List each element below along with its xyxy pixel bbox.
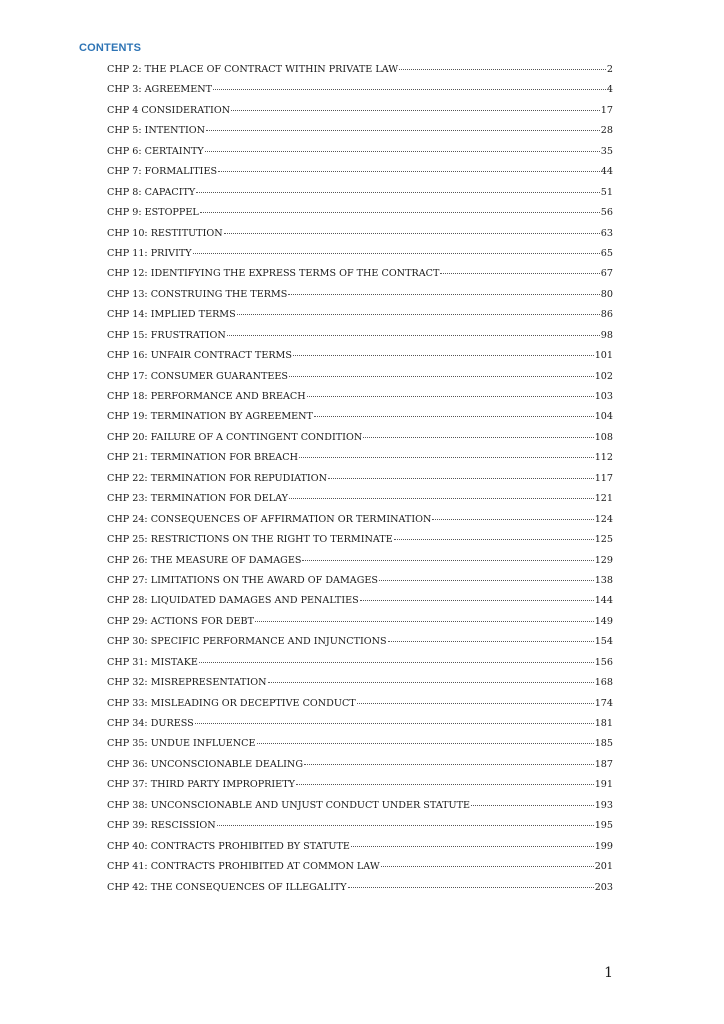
toc-entry-title: CHP 8: CAPACITY xyxy=(107,186,196,198)
toc-entry-page: 117 xyxy=(594,472,613,484)
toc-entry-page: 103 xyxy=(594,391,613,402)
toc-entry-title: CHP 16: UNFAIR CONTRACT TERMS xyxy=(107,350,292,362)
toc-entry[interactable] xyxy=(107,142,613,162)
toc-entry-page: 144 xyxy=(594,595,613,607)
dot-leader xyxy=(195,723,594,724)
toc-entry-title: CHP 24: CONSEQUENCES OF AFFIRMATION OR TERMINATION xyxy=(107,513,432,525)
toc-entry-page: 187 xyxy=(594,758,613,770)
toc-entry[interactable] xyxy=(107,510,613,530)
toc-entry-page: 195 xyxy=(594,820,613,832)
toc-entry-title: CHP 3: AGREEMENT xyxy=(107,84,213,96)
toc-entry-title: CHP 19: TERMINATION BY AGREEMENT xyxy=(107,411,313,423)
dot-leader xyxy=(213,89,606,90)
dot-leader xyxy=(304,764,594,765)
toc-entry[interactable] xyxy=(107,60,613,80)
toc-entry[interactable] xyxy=(107,837,613,857)
toc-entry-title: CHP 4 CONSIDERATION xyxy=(107,104,231,116)
toc-entry-page: 28 xyxy=(600,125,613,137)
toc-entry[interactable] xyxy=(107,530,613,550)
toc-entry-page: 17 xyxy=(600,104,613,116)
toc-entry-title: CHP 42: THE CONSEQUENCES OF ILLEGALITY xyxy=(107,881,347,893)
toc-entry-page: 80 xyxy=(600,288,613,300)
toc-entry-page: 86 xyxy=(600,309,613,321)
toc-entry-page: 65 xyxy=(600,247,613,259)
toc-entry[interactable] xyxy=(107,224,613,244)
page-number: 1 xyxy=(604,965,613,981)
toc-entry-page: 149 xyxy=(594,615,613,627)
toc-entry-title: CHP 29: ACTIONS FOR DEBT xyxy=(107,615,254,627)
dot-leader xyxy=(381,866,594,867)
toc-entry-page: 104 xyxy=(594,411,613,423)
toc-entry-title: CHP 14: IMPLIED TERMS xyxy=(107,309,236,321)
toc-entry-page: 199 xyxy=(594,840,613,852)
toc-entry-title: CHP 34: DURESS xyxy=(107,718,194,729)
contents-heading: CONTENTS xyxy=(79,42,142,54)
toc-entry-title: CHP 25: RESTRICTIONS ON THE RIGHT TO TERMINATE xyxy=(107,534,393,546)
toc-entry-page: 108 xyxy=(594,431,613,443)
toc-entry-title: CHP 11: PRIVITY xyxy=(107,247,192,259)
toc-entry-title: CHP 26: THE MEASURE OF DAMAGES xyxy=(107,554,302,566)
toc-entry-title: CHP 17: CONSUMER GUARANTEES xyxy=(107,370,288,382)
toc-entry-title: CHP 38: UNCONSCIONABLE AND UNJUST CONDUCT UNDER STATUTE xyxy=(107,799,470,811)
toc-entry-title: CHP 20: FAILURE OF A CONTINGENT CONDITION xyxy=(107,431,363,443)
toc-entry-title: CHP 27: LIMITATIONS ON THE AWARD OF DAMAGES xyxy=(107,574,378,586)
dot-leader xyxy=(206,130,600,131)
dot-leader xyxy=(257,743,594,744)
toc-entry[interactable] xyxy=(107,489,613,509)
toc-entry[interactable] xyxy=(107,121,613,141)
toc-entry-title: CHP 40: CONTRACTS PROHIBITED BY STATUTE xyxy=(107,840,350,852)
toc-entry[interactable] xyxy=(107,551,613,571)
toc-entry[interactable] xyxy=(107,857,613,877)
toc-entry[interactable] xyxy=(107,469,613,489)
dot-leader xyxy=(289,498,594,499)
toc-entry-title: CHP 15: FRUSTRATION xyxy=(107,329,226,341)
dot-leader xyxy=(237,314,600,315)
toc-entry-page: 4 xyxy=(606,84,613,96)
toc-entry-title: CHP 12: IDENTIFYING THE EXPRESS TERMS OF THE CONTRACT xyxy=(107,268,440,280)
dot-leader xyxy=(296,784,594,785)
toc-entry-title: CHP 7: FORMALITIES xyxy=(107,166,218,178)
toc-entry[interactable] xyxy=(107,591,613,611)
toc-entry[interactable] xyxy=(107,244,613,264)
dot-leader xyxy=(432,519,593,520)
toc-entry[interactable] xyxy=(107,816,613,836)
dot-leader xyxy=(302,560,593,561)
toc-entry[interactable] xyxy=(107,428,613,448)
toc-entry[interactable] xyxy=(107,326,613,346)
toc-entry-title: CHP 41: CONTRACTS PROHIBITED AT COMMON LAW xyxy=(107,861,380,873)
toc-entry-page: 191 xyxy=(594,779,613,791)
toc-entry-page: 56 xyxy=(600,207,613,219)
toc-entry-title: CHP 37: THIRD PARTY IMPROPRIETY xyxy=(107,779,295,791)
toc-entry-page: 112 xyxy=(594,452,613,464)
toc-entry[interactable] xyxy=(107,755,613,775)
toc-entry[interactable] xyxy=(107,878,613,898)
dot-leader xyxy=(227,335,600,336)
toc-entry-title: CHP 10: RESTITUTION xyxy=(107,227,223,239)
dot-leader xyxy=(399,69,606,70)
toc-entry[interactable] xyxy=(107,162,613,182)
dot-leader xyxy=(379,580,594,581)
table-of-contents xyxy=(107,60,613,898)
dot-leader xyxy=(196,192,600,193)
toc-entry-title: CHP 18: PERFORMANCE AND BREACH xyxy=(107,391,306,402)
toc-entry[interactable] xyxy=(107,775,613,795)
dot-leader xyxy=(199,662,594,663)
toc-entry-page: 203 xyxy=(594,881,613,893)
toc-entry-page: 124 xyxy=(594,513,613,525)
toc-entry[interactable] xyxy=(107,346,613,366)
dot-leader xyxy=(218,171,600,172)
toc-entry[interactable] xyxy=(107,714,613,734)
dot-leader xyxy=(363,437,593,438)
toc-entry[interactable] xyxy=(107,734,613,754)
toc-entry-title: CHP 36: UNCONSCIONABLE DEALING xyxy=(107,758,303,770)
toc-entry[interactable] xyxy=(107,448,613,468)
toc-entry-title: CHP 31: MISTAKE xyxy=(107,656,198,668)
toc-entry-title: CHP 9: ESTOPPEL xyxy=(107,207,199,219)
toc-entry-page: 101 xyxy=(594,350,613,362)
toc-entry-title: CHP 5: INTENTION xyxy=(107,125,206,137)
toc-entry-title: CHP 6: CERTAINTY xyxy=(107,145,204,157)
dot-leader xyxy=(231,110,600,111)
toc-entry[interactable] xyxy=(107,101,613,121)
toc-entry-page: 138 xyxy=(594,574,613,586)
toc-entry-page: 51 xyxy=(600,186,613,198)
dot-leader xyxy=(268,682,594,683)
toc-entry-title: CHP 22: TERMINATION FOR REPUDIATION xyxy=(107,472,327,484)
dot-leader xyxy=(299,457,594,458)
toc-entry[interactable] xyxy=(107,80,613,100)
toc-entry[interactable] xyxy=(107,264,613,284)
toc-entry-page: 121 xyxy=(594,493,613,505)
toc-entry[interactable] xyxy=(107,407,613,427)
toc-entry[interactable] xyxy=(107,571,613,591)
toc-entry[interactable] xyxy=(107,653,613,673)
dot-leader xyxy=(394,539,594,540)
toc-entry-page: 129 xyxy=(594,554,613,566)
toc-entry-title: CHP 35: UNDUE INFLUENCE xyxy=(107,738,256,750)
toc-entry-title: CHP 33: MISLEADING OR DECEPTIVE CONDUCT xyxy=(107,697,356,709)
toc-entry-page: 2 xyxy=(606,64,613,75)
toc-entry[interactable] xyxy=(107,367,613,387)
toc-entry-page: 35 xyxy=(600,145,613,157)
dot-leader xyxy=(205,151,600,152)
toc-entry-page: 102 xyxy=(594,370,613,382)
dot-leader xyxy=(351,846,594,847)
toc-entry[interactable] xyxy=(107,612,613,632)
toc-entry-title: CHP 13: CONSTRUING THE TERMS xyxy=(107,288,288,300)
toc-entry-page: 193 xyxy=(594,799,613,811)
toc-entry-title: CHP 21: TERMINATION FOR BREACH xyxy=(107,452,298,464)
toc-entry-title: CHP 2: THE PLACE OF CONTRACT WITHIN PRIVATE LAW xyxy=(107,64,399,75)
toc-entry-page: 156 xyxy=(594,656,613,668)
dot-leader xyxy=(471,805,594,806)
dot-leader xyxy=(440,273,599,274)
toc-entry-page: 201 xyxy=(594,861,613,873)
toc-entry-title: CHP 28: LIQUIDATED DAMAGES AND PENALTIES xyxy=(107,595,359,607)
dot-leader xyxy=(255,621,594,622)
toc-entry[interactable] xyxy=(107,203,613,223)
toc-entry-page: 168 xyxy=(594,677,613,689)
toc-entry[interactable] xyxy=(107,673,613,693)
toc-entry-title: CHP 39: RESCISSION xyxy=(107,820,216,832)
toc-entry-title: CHP 32: MISREPRESENTATION xyxy=(107,677,267,689)
dot-leader xyxy=(348,887,594,888)
dot-leader xyxy=(193,253,600,254)
dot-leader xyxy=(289,376,594,377)
toc-entry-title: CHP 30: SPECIFIC PERFORMANCE AND INJUNCTIONS xyxy=(107,636,387,648)
dot-leader xyxy=(388,641,594,642)
toc-entry[interactable] xyxy=(107,796,613,816)
toc-entry-page: 98 xyxy=(600,329,613,341)
toc-entry-page: 174 xyxy=(594,697,613,709)
dot-leader xyxy=(357,703,594,704)
toc-entry-page: 67 xyxy=(600,268,613,280)
dot-leader xyxy=(360,600,594,601)
toc-entry-page: 185 xyxy=(594,738,613,750)
dot-leader xyxy=(200,212,600,213)
dot-leader xyxy=(293,355,594,356)
dot-leader xyxy=(314,416,594,417)
dot-leader xyxy=(288,294,599,295)
toc-entry-page: 181 xyxy=(594,718,613,729)
toc-entry[interactable] xyxy=(107,183,613,203)
toc-entry[interactable] xyxy=(107,305,613,325)
dot-leader xyxy=(307,396,594,397)
dot-leader xyxy=(217,825,594,826)
toc-entry[interactable] xyxy=(107,285,613,305)
toc-entry[interactable] xyxy=(107,694,613,714)
toc-entry-title: CHP 23: TERMINATION FOR DELAY xyxy=(107,493,288,505)
toc-entry-page: 154 xyxy=(594,636,613,648)
dot-leader xyxy=(224,233,600,234)
toc-entry[interactable] xyxy=(107,632,613,652)
toc-entry-page: 125 xyxy=(594,534,613,546)
toc-entry-page: 63 xyxy=(600,227,613,239)
toc-entry[interactable] xyxy=(107,387,613,407)
dot-leader xyxy=(328,478,594,479)
toc-entry-page: 44 xyxy=(600,166,613,178)
